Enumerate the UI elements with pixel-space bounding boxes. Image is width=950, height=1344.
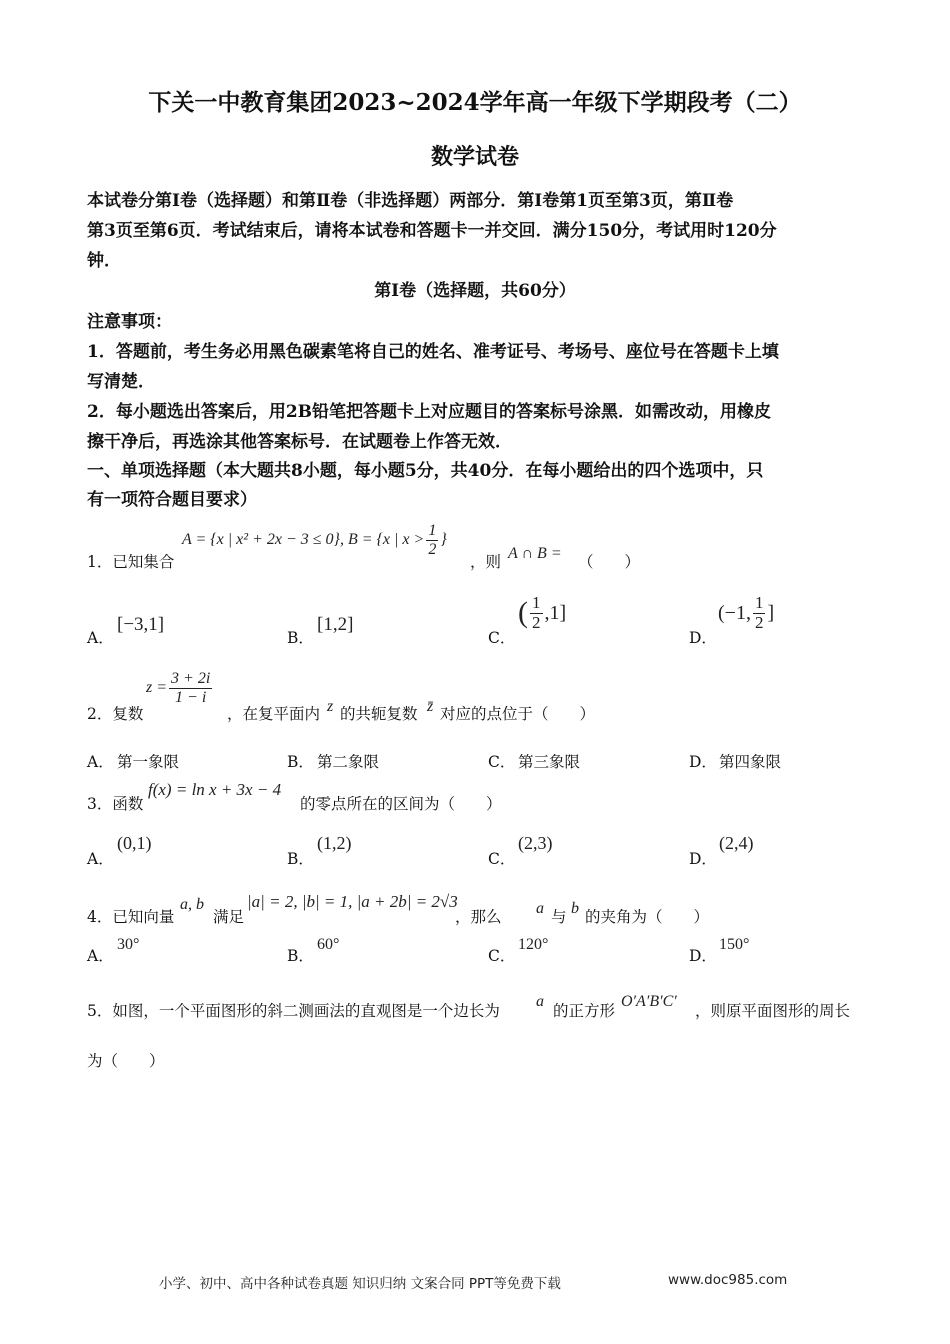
q2-fraction <box>169 670 212 706</box>
q1-option-c-num: 1 <box>532 593 541 612</box>
notes-title: 注意事项： <box>87 312 172 332</box>
q1-option-d-den: 2 <box>754 612 764 632</box>
q4-suffix: 的夹角为（ ） <box>585 908 710 926</box>
note-1-line-1: 1．答题前，考生务必用黑色碳素笔将自己的姓名、准考证号、考场号、座位号在答题卡上填 <box>87 342 779 362</box>
q3-option-d-label: D． <box>689 850 717 868</box>
q1-prefix: 1．已知集合 <box>87 553 175 571</box>
q4-prefix: 4．已知向量 <box>87 908 175 926</box>
q2-option-d-label: D． <box>689 753 717 771</box>
footer-text: 小学、初中、高中各种试卷真题 知识归纳 文案合同 PPT等免费下载 <box>159 1276 561 1292</box>
q5-line-2: 为（ ） <box>87 1052 165 1070</box>
q1-option-c-rest: ,1] <box>544 601 567 624</box>
part-heading-line-1: 一、单项选择题（本大题共8小题，每小题5分，共40分．在每小题给出的四个选项中，只 <box>87 461 764 481</box>
q2-option-c-label: C． <box>488 753 516 771</box>
q1-option-c-label: C． <box>488 629 516 647</box>
q2-mid-1: ，在复平面内 <box>227 705 321 723</box>
footer-url[interactable]: www.doc985.com <box>668 1272 788 1288</box>
q2-z-eq: z = <box>146 679 168 697</box>
q1-expression: A ∩ B = <box>508 545 562 562</box>
q2-prefix: 2．复数 <box>87 705 144 723</box>
q4-a: a <box>536 900 544 917</box>
q3-function: f(x) = ln x + 3x − 4 <box>148 780 282 799</box>
q2-mid-2: 的共轭复数 <box>340 705 418 723</box>
section-heading: 第Ⅰ卷（选择题，共60分） <box>374 281 576 301</box>
q2-zbar: z̄ <box>427 698 434 715</box>
intro-line-3: 钟． <box>87 251 121 271</box>
q2-fraction-expr <box>146 670 214 706</box>
q4-condition: |a| = 2, |b| = 1, |a + 2b| = 2√3 <box>247 892 458 911</box>
q2-frac-num: 3 + 2i <box>171 670 211 687</box>
q4-mid-2: ，那么 <box>455 908 502 926</box>
page-subtitle: 数学试卷 <box>430 144 519 170</box>
q1-set-expression: A = {x | x² + 2x − 3 ≤ 0}, B = {x | x > <box>182 531 425 549</box>
q1-fraction <box>426 522 438 558</box>
intro-line-1: 本试卷分第Ⅰ卷（选择题）和第Ⅱ卷（非选择题）两部分．第Ⅰ卷第1页至第3页，第Ⅱ卷 <box>87 191 734 211</box>
q1-set-close: } <box>440 531 447 549</box>
q1-option-d-num: 1 <box>754 593 764 612</box>
intro-line-2: 第3页至第6页．考试结束后，请将本试卷和答题卡一并交回．满分150分，考试用时120分 <box>87 221 777 241</box>
note-2-line-2: 擦干净后，再选涂其他答案标号．在试题卷上作答无效． <box>87 432 512 452</box>
q4-option-c-value: 120° <box>518 936 549 953</box>
q5-prefix: 5．如图，一个平面图形的斜二测画法的直观图是一个边长为 <box>87 1002 500 1020</box>
q1-option-d-value <box>718 594 774 632</box>
q1-answer-paren: （ ） <box>578 553 641 571</box>
q1-option-c-fraction <box>530 594 543 632</box>
q3-option-b-value: (1,2) <box>317 833 352 853</box>
note-2-line-1: 2．每小题选出答案后，用2B铅笔把答题卡上对应题目的答案标号涂黑．如需改动，用橡皮 <box>87 402 772 422</box>
q3-option-a-value: (0,1) <box>117 833 152 853</box>
q4-option-d-label: D． <box>689 947 717 965</box>
q4-option-a-value: 30° <box>117 936 140 953</box>
note-1-line-2: 写清楚． <box>87 372 155 392</box>
q1-option-a-label: A． <box>87 629 114 647</box>
q1-option-d-fraction <box>753 594 766 632</box>
q4-option-a-label: A． <box>87 947 114 965</box>
q3-prefix: 3．函数 <box>87 795 144 813</box>
q4-option-b-label: B． <box>287 947 314 965</box>
part-heading-line-2: 有一项符合题目要求） <box>87 490 257 510</box>
q1-sets <box>182 522 447 558</box>
q4-option-b-value: 60° <box>317 936 340 953</box>
q3-option-a-label: A． <box>87 850 114 868</box>
q1-option-c-value <box>518 594 566 632</box>
q4-option-c-label: C． <box>488 947 516 965</box>
q2-frac-den: 1 − i <box>175 688 207 706</box>
q3-option-c-value: (2,3) <box>518 833 553 853</box>
q1-option-b-label: B． <box>287 629 314 647</box>
q5-square: O′A′B′C′ <box>621 993 677 1010</box>
q2-option-a-value: 第一象限 <box>117 753 180 771</box>
q3-option-b-label: B． <box>287 850 314 868</box>
page-title: 下关一中教育集团2023~2024学年高一年级下学期段考（二） <box>148 89 802 116</box>
q4-option-d-value: 150° <box>719 936 750 953</box>
q2-z: z <box>327 698 334 715</box>
q4-b: b <box>571 900 579 917</box>
q1-option-b-value: [1,2] <box>317 614 354 635</box>
q1-option-a-value: [−3,1] <box>117 614 165 635</box>
q1-frac-den: 2 <box>428 540 437 558</box>
q1-option-d-open: (−1, <box>718 601 751 624</box>
q3-suffix: 的零点所在的区间为（ ） <box>300 795 502 813</box>
q4-mid-3: 与 <box>551 908 567 926</box>
q2-option-a-label: A． <box>87 753 114 771</box>
q4-mid-1: 满足 <box>213 908 245 926</box>
q1-option-c-den: 2 <box>532 612 541 632</box>
q5-suffix: ，则原平面图形的周长 <box>695 1002 851 1020</box>
q3-option-d-value: (2,4) <box>719 833 754 853</box>
q1-option-d-rest: ] <box>767 601 775 624</box>
q1-frac-num: 1 <box>428 522 437 539</box>
q5-a: a <box>536 993 544 1010</box>
q5-mid: 的正方形 <box>553 1002 616 1020</box>
q2-option-d-value: 第四象限 <box>719 753 782 771</box>
q1-option-c-open: ( <box>518 596 528 630</box>
q1-suffix: ，则 <box>470 553 502 571</box>
q3-option-c-label: C． <box>488 850 516 868</box>
q2-option-c-value: 第三象限 <box>518 753 581 771</box>
q2-option-b-value: 第二象限 <box>317 753 380 771</box>
q1-option-d-label: D． <box>689 629 717 647</box>
q2-option-b-label: B． <box>287 753 314 771</box>
q4-vars: a, b <box>180 896 204 913</box>
q2-suffix: 对应的点位于（ ） <box>440 705 596 723</box>
